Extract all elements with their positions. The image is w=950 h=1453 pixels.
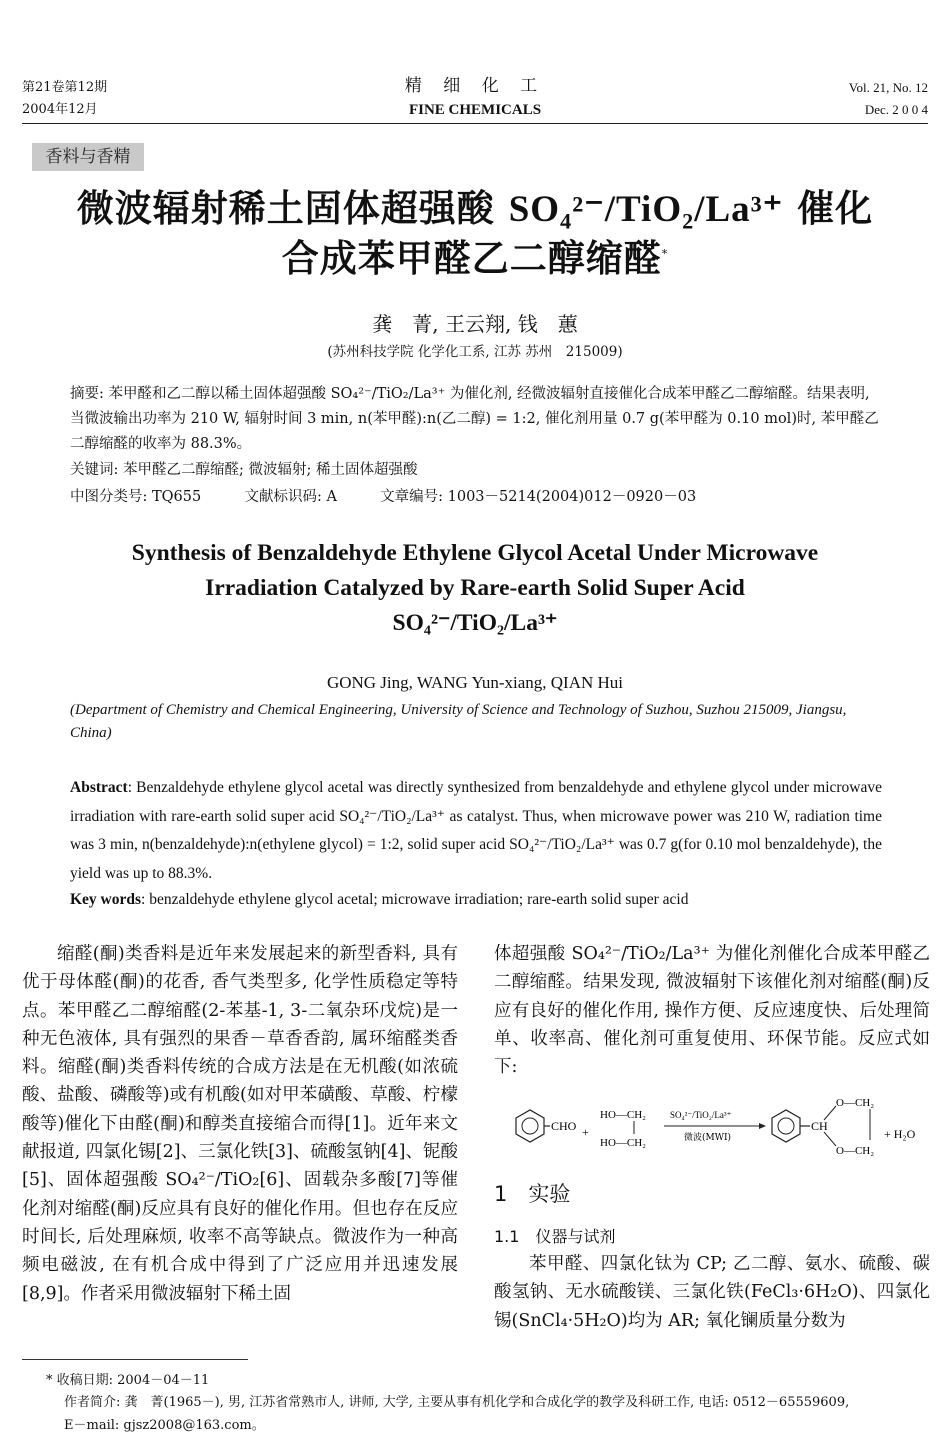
benzaldehyde-structure: [516, 1110, 550, 1142]
intro-paragraph: 缩醛(酮)类香料是近年来发展起来的新型香料, 具有优于母体醛(酮)的花香, 香气类型多, 化学性质稳定等特点。苯甲醛乙二醇缩醛(2-苯基-1, 3-二氧杂环戊烷)是一种无色液体, 具有强烈的果香－草香香韵, 属环缩醛类香料。缩醛(酮)类香料传统的合成方法是在无机酸(如浓硫酸、盐酸、磷酸等)或有机酸(如对甲苯磺酸、草酸、柠檬酸等)催化下由醛(酮)和醇类直接缩合而得[1]。近年来文献报道, 四氯化锡[2]、三氯化铁[3]、硫酸氢钠[4]、铌酸[5]、固体超强酸 SO₄²⁻/TiO₂[6]、固载杂多酸[7]等催化剂对缩醛(酮)反应具有良好的催化作用。但也存在反应时间长, 后处理麻烦, 收率不高等缺点。微波作为一种高频电磁波, 在有机合成中得到了广泛应用并迅速发展[8,9]。作者采用微波辐射下稀土固: [22, 944, 458, 1304]
title-cn-part1: 微波辐射稀土固体超强酸: [76, 186, 509, 230]
scheme-ch: CH: [811, 1119, 828, 1133]
arrow-head: [759, 1123, 766, 1129]
abstract-cn: 摘要: 苯甲醛和乙二醇以稀土固体超强酸 SO₄²⁻/TiO₂/La³⁺ 为催化剂, 经微波辐射直接催化合成苯甲醛乙二醇缩醛。结果表明, 当微波输出功率为 210 W, 辐射时间 3 min, n(苯甲醛):n(乙二醇) = 1:2, 催化剂用量 0.7 g(苯甲醛为 0.10 mol)时, 苯甲醛乙二醇缩醛的收率为 88.3%。: [70, 386, 879, 452]
keywords-en: [70, 886, 882, 915]
title-cn-line2-text: 合成苯甲醛乙二醇缩醛: [281, 236, 662, 280]
body-left-column: [22, 940, 458, 1308]
reaction-scheme: [494, 1088, 934, 1168]
abstract-en: [70, 774, 882, 888]
intro-paragraph-continued: 体超强酸 SO₄²⁻/TiO₂/La³⁺ 为催化剂催化合成苯甲醛乙二醇缩醛。结果发现, 微波辐射下该催化剂对缩醛(酮)反应有良好的催化作用, 操作方便、反应速度快、后处理简单、收率高、催化剂可重复使用、环保节能。反应式如下:: [494, 944, 930, 1078]
body-right-column: [494, 940, 930, 1081]
document-code: 文献标识码: A: [244, 489, 337, 505]
reagents-paragraph: 苯甲醛、四氯化钛为 CP; 乙二醇、氨水、硫酸、碳酸氢钠、无水硫酸镁、三氯化铁(FeCl₃·6H₂O)、四氯化锡(SnCl₄·5H₂O)均为 AR; 氧化镧质量分数为: [494, 1254, 930, 1331]
abstract-en-text: : Benzaldehyde ethylene glycol acetal was directly synthesized from benzaldehyde and ethylene glycol under microwave irradiation with rare-earth solid super acid SO₄²⁻/TiO₂/La³⁺ as catalyst. Thus, when microwave power was 210 W, radiation time was 3 min, n(benzaldehyde):n(ethylene glycol) = 1:2, solid super acid SO₄²⁻/TiO₂/La³⁺ was 0.7 g(for 0.10 mol benzaldehyde), the yield was up to 88.3%.: [70, 779, 882, 882]
title-cn-formula: SO₄²⁻/TiO₂/La³⁺: [508, 189, 784, 230]
affiliation-en: (Department of Chemistry and Chemical Engineering, University of Science and Technology of Suzhou, Suzhou 215009, Jiangsu, China): [70, 702, 847, 741]
scheme-ho-bottom: HO—CH₂: [600, 1137, 647, 1149]
footnote-author-bio: 作者简介: 龚 菁(1965－), 男, 江苏省常熟市人, 讲师, 大学, 主要从事有机化学和合成化学的教学及科研工作, 电话: 0512－65559609,: [64, 1395, 850, 1410]
title-cn-line2: [0, 228, 950, 282]
section-1-1-heading: 1.1 仪器与试剂: [494, 1227, 616, 1246]
title-cn-part2: 催化: [783, 186, 874, 230]
category-tag: 香料与香精: [32, 143, 144, 171]
footnote-received: * 收稿日期: 2004－04－11: [46, 1373, 210, 1388]
classification-line: [70, 485, 882, 510]
bond-upper: [824, 1106, 836, 1120]
scheme-o-top: O—CH₂: [836, 1097, 875, 1109]
reagents-block: [494, 1250, 930, 1335]
scheme-ho-top: HO—CH₂: [600, 1109, 647, 1121]
keywords-cn: 关键词: 苯甲醛乙二醇缩醛; 微波辐射; 稀土固体超强酸: [70, 462, 418, 478]
clc-number: 中图分类号: TQ655: [70, 489, 202, 505]
scheme-cho: CHO: [551, 1119, 577, 1133]
scheme-plus: +: [582, 1125, 589, 1139]
keywords-en-text: : benzaldehyde ethylene glycol acetal; microwave irradiation; rare-earth solid super acid: [141, 891, 689, 908]
footnote-rule: [22, 1359, 248, 1360]
scheme-water: + H₂O: [884, 1127, 916, 1141]
issue-date: 2004年12月: [22, 102, 98, 117]
title-cn-line1: [0, 178, 950, 232]
authors-cn: 龚 菁, 王云翔, 钱 蕙: [372, 312, 578, 336]
keywords-en-label: Key words: [70, 891, 142, 908]
title-footnote-mark: *: [661, 247, 669, 261]
journal-title-cn: 精 细 化 工: [404, 76, 546, 96]
article-number: 文章编号: 1003－5214(2004)012－0920－03: [380, 489, 697, 505]
header-rule: [22, 123, 928, 124]
journal-title-en: FINE CHEMICALS: [408, 102, 542, 118]
volume-issue-en: Vol. 21, No. 12: [848, 80, 928, 95]
title-en-line2: Irradiation Catalyzed by Rare-earth Solid Super Acid: [205, 575, 745, 601]
abstract-en-label: Abstract: [70, 779, 128, 796]
volume-issue: 第21卷第12期: [22, 80, 108, 95]
title-en-line3: SO₄²⁻/TiO₂/La³⁺: [392, 610, 558, 636]
scheme-condition: 微波(MWI): [684, 1133, 732, 1143]
bond-lower: [824, 1132, 836, 1146]
authors-en: GONG Jing, WANG Yun-xiang, QIAN Hui: [326, 673, 624, 692]
scheme-catalyst: SO₄²⁻/TiO₂/La³⁺: [670, 1110, 732, 1120]
issue-date-en: Dec. 2 0 0 4: [864, 102, 928, 117]
product-benzene-ring: [772, 1110, 810, 1142]
footnote-email: E－mail: gjsz2008@163.com。: [64, 1418, 265, 1433]
title-en-line1: Synthesis of Benzaldehyde Ethylene Glycol Acetal Under Microwave: [131, 540, 819, 566]
scheme-o-bottom: O—CH₂: [836, 1145, 875, 1157]
section-1-heading: 1 实验: [494, 1182, 571, 1206]
affiliation-cn: (苏州科技学院 化学化工系, 江苏 苏州 215009): [327, 344, 623, 360]
